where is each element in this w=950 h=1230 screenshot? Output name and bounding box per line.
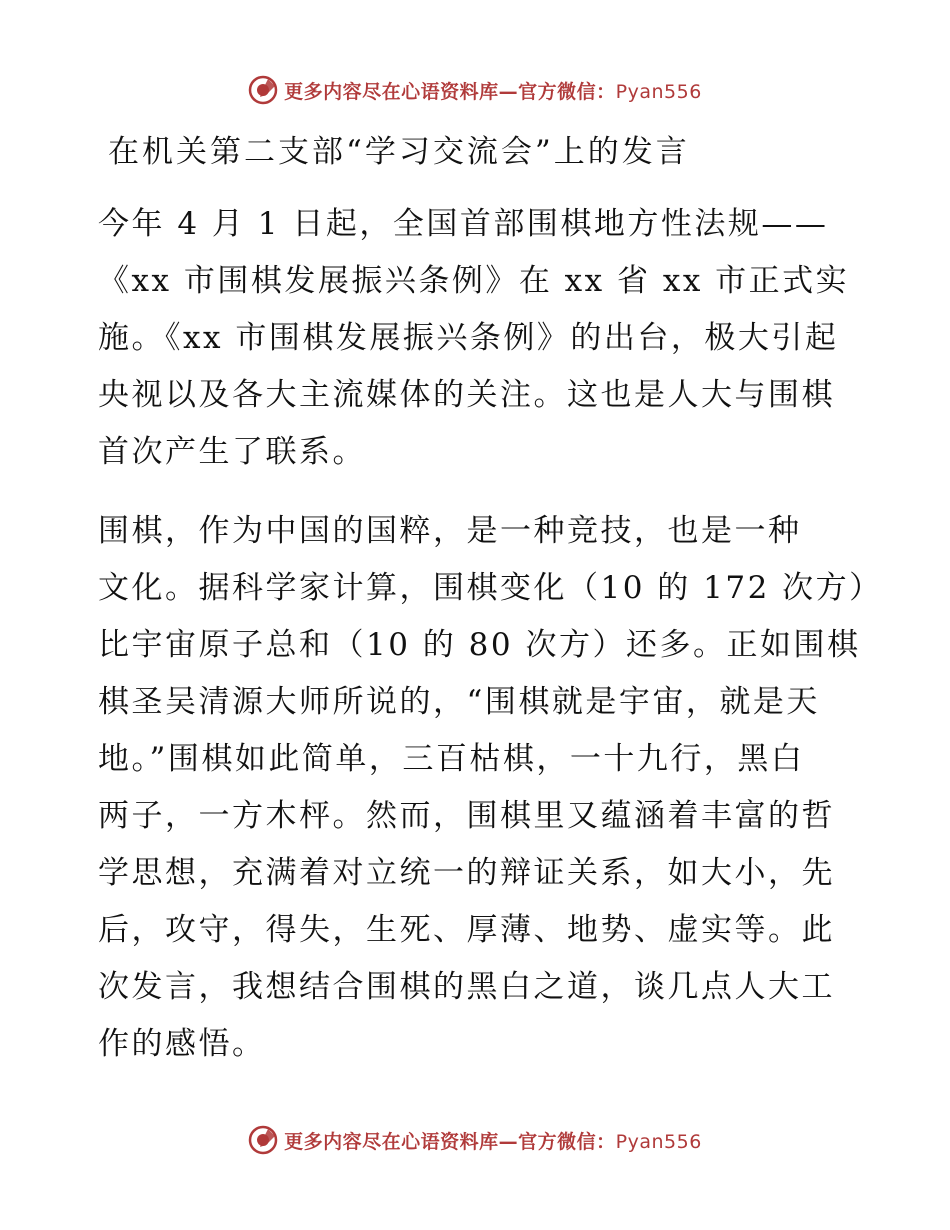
document-title: 在机关第二支部“学习交流会”上的发言 xyxy=(108,134,690,170)
paragraph-2 xyxy=(98,503,883,1073)
text-line: 《xx 市围棋发展振兴条例》在 xx 省 xx 市正式实 xyxy=(98,263,850,299)
text-line: 后，攻守，得失，生死、厚薄、地势、虚实等。此 xyxy=(98,912,835,948)
logo-icon xyxy=(248,1125,278,1155)
text-line: 次发言，我想结合围棋的黑白之道，谈几点人大工 xyxy=(98,969,835,1005)
logo-icon xyxy=(248,75,278,105)
text-line: 两子，一方木枰。然而，围棋里又蕴涵着丰富的哲 xyxy=(98,798,835,834)
text-line: 比宇宙原子总和（10 的 80 次方）还多。正如围棋 xyxy=(98,627,861,663)
watermark-banner-top xyxy=(0,70,950,110)
text-line: 地。”围棋如此简单，三百枯棋，一十九行，黑白 xyxy=(98,741,805,777)
text-line: 央视以及各大主流媒体的关注。这也是人大与围棋 xyxy=(98,377,835,413)
watermark-text: 更多内容尽在心语资料库—官方微信：Pyan556 xyxy=(284,80,702,103)
text-line: 棋圣吴清源大师所说的，“围棋就是宇宙，就是天 xyxy=(98,684,820,720)
watermark-banner-bottom xyxy=(0,1120,950,1160)
text-line: 围棋，作为中国的国粹，是一种竞技，也是一种 xyxy=(98,513,802,549)
watermark-text: 更多内容尽在心语资料库—官方微信：Pyan556 xyxy=(284,1130,702,1153)
text-line: 文化。据科学家计算，围棋变化（10 的 172 次方） xyxy=(98,570,883,606)
text-line: 学思想，充满着对立统一的辩证关系，如大小，先 xyxy=(98,855,835,891)
text-line: 今年 4 月 1 日起，全国首部围棋地方性法规—— xyxy=(98,206,829,242)
text-line: 施。《xx 市围棋发展振兴条例》的出台，极大引起 xyxy=(98,320,839,356)
text-line: 作的感悟。 xyxy=(98,1026,266,1062)
text-line: 首次产生了联系。 xyxy=(98,434,366,470)
paragraph-1 xyxy=(98,196,858,481)
